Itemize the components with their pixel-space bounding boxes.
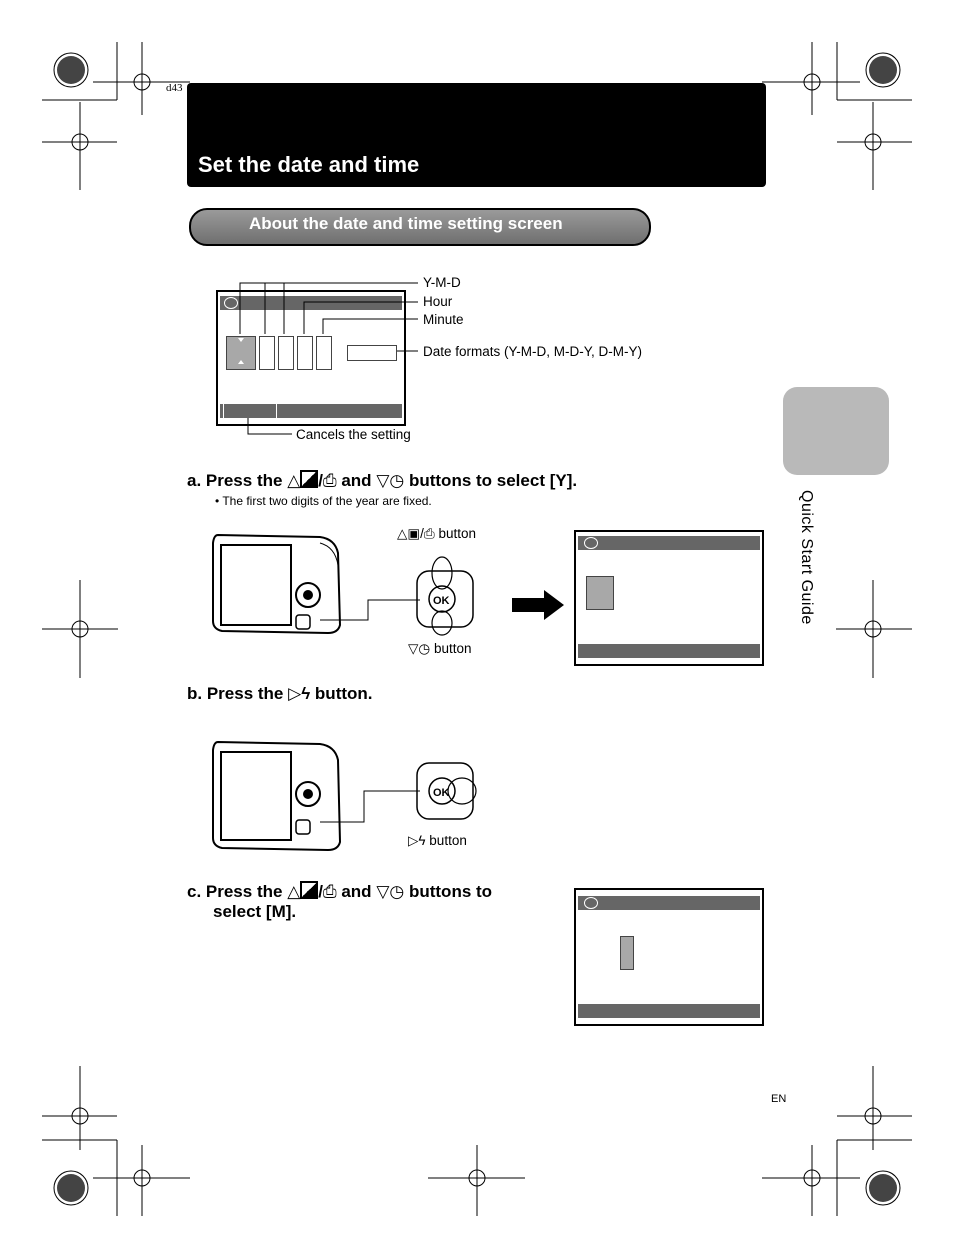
result-screen-c xyxy=(574,888,764,1026)
up-triangle-icon: △ xyxy=(287,882,301,901)
down-triangle-icon: ▽ xyxy=(376,882,390,901)
callout-cancel: Cancels the setting xyxy=(296,427,411,442)
step-b-suffix: button. xyxy=(314,684,373,703)
callout-hour: Hour xyxy=(423,294,453,309)
step-c-and: and xyxy=(341,882,372,901)
step-c-prefix: c. Press the xyxy=(187,882,283,901)
step-a-suffix: buttons to select [Y]. xyxy=(408,471,578,490)
right-triangle-icon: ▷ xyxy=(288,684,302,703)
print-icon: ⎙ xyxy=(323,471,337,490)
svg-text:OK: OK xyxy=(433,595,450,607)
month-field xyxy=(620,936,634,970)
exposure-icon xyxy=(300,881,318,899)
up-button-text: button xyxy=(438,526,477,541)
step-c-suffix: buttons to xyxy=(408,882,493,901)
callout-ymd: Y-M-D xyxy=(423,275,461,290)
step-a-note: • The first two digits of the year are fixed. xyxy=(215,494,432,508)
sidebar-label: Quick Start Guide xyxy=(798,490,815,625)
screen-bottom-bar xyxy=(578,1004,760,1018)
screen-title-bar xyxy=(578,896,760,910)
step-a-prefix: a. Press the xyxy=(187,471,283,490)
down-button-text: button xyxy=(433,641,472,656)
print-icon: ⎙ xyxy=(323,882,337,901)
callout-date-formats: Date formats (Y-M-D, M-D-Y, D-M-Y) xyxy=(423,344,643,359)
step-c-line2: select [M]. xyxy=(213,902,297,921)
self-timer-icon: ◷ xyxy=(389,882,405,901)
right-button-label xyxy=(408,833,467,849)
step-a-and: and xyxy=(341,471,372,490)
down-button-icon: ▽◷ xyxy=(408,641,431,656)
page-title: Set the date and time xyxy=(198,152,420,177)
corner-code: d43 xyxy=(166,82,183,94)
right-button-text: button xyxy=(429,833,467,848)
down-triangle-icon: ▽ xyxy=(376,471,390,490)
language-code: EN xyxy=(771,1093,787,1105)
right-button-icon: ▷ϟ xyxy=(408,833,426,848)
step-c-heading: c. Press the △ /⎙ and ▽◷ buttons to xyxy=(187,882,493,901)
clock-icon xyxy=(584,897,598,909)
step-b-prefix: b. Press the xyxy=(187,684,284,703)
up-button-icon: △▣/⎙ xyxy=(397,526,435,541)
section-title: About the date and time setting screen xyxy=(249,214,563,233)
step-a-heading: a. Press the △ /⎙ and ▽◷ buttons to select [Y]. xyxy=(187,471,578,490)
self-timer-icon: ◷ xyxy=(389,471,405,490)
up-triangle-icon: △ xyxy=(287,471,301,490)
flash-icon: ϟ xyxy=(301,684,311,703)
callout-minute: Minute xyxy=(423,312,464,327)
svg-text:OK: OK xyxy=(433,787,450,799)
